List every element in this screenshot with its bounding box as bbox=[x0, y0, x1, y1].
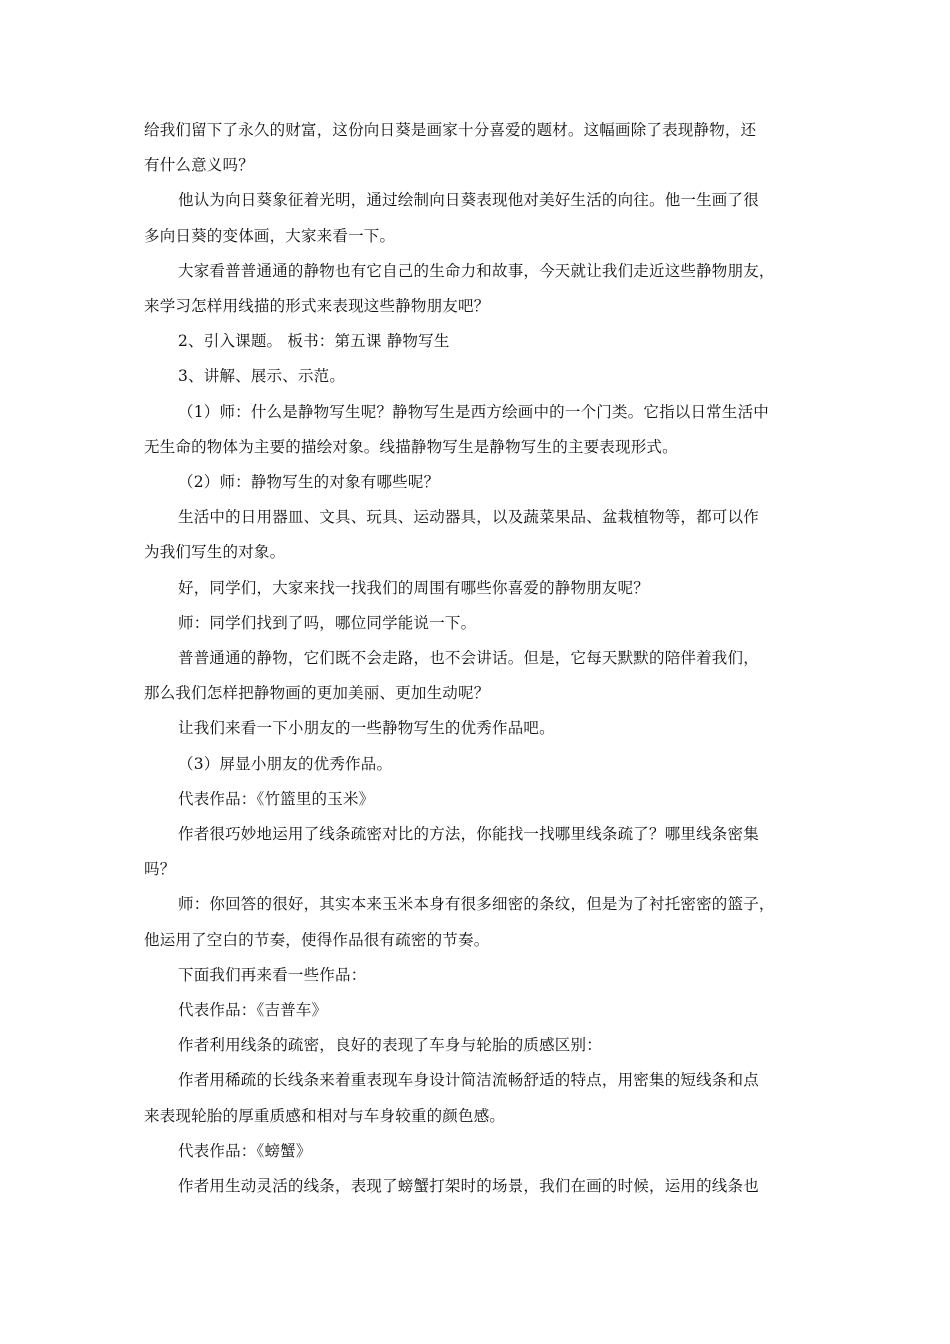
text-line: 作者用稀疏的长线条来着重表现车身设计简洁流畅舒适的特点，用密集的短线条和点 bbox=[178, 1071, 759, 1090]
text-line: 给我们留下了永久的财富，这份向日葵是画家十分喜爱的题材。这幅画除了表现静物，还 bbox=[144, 121, 757, 139]
text-line: 他认为向日葵象征着光明，通过绘制向日葵表现他对美好生活的向往。他一生画了很 bbox=[178, 191, 759, 210]
text-line: 他运用了空白的节奏，使得作品很有疏密的节奏。 bbox=[144, 930, 490, 949]
section-heading: 2、引入课题。 板书：第五课 静物写生 bbox=[178, 332, 450, 351]
section-heading: 3、讲解、展示、示范。 bbox=[178, 367, 346, 386]
text-line: 为我们写生的对象。 bbox=[144, 543, 286, 562]
text-line: 好，同学们，大家来找一找我们的周围有哪些你喜爱的静物朋友呢？ bbox=[178, 578, 650, 597]
text-line: 师：你回答的很好，其实本来玉米本身有很多细密的条纹，但是为了衬托密密的篮子， bbox=[178, 895, 775, 914]
text-line: （3）屏显小朋友的优秀作品。 bbox=[178, 754, 393, 773]
text-line: 让我们来看一下小朋友的一些静物写生的优秀作品吧。 bbox=[178, 719, 555, 738]
artwork-title: 代表作品：《吉普车》 bbox=[178, 1001, 328, 1020]
text-line: 作者很巧妙地运用了线条疏密对比的方法，你能找一找哪里线条疏了？哪里线条密集 bbox=[178, 825, 759, 844]
text-line: 有什么意义吗？ bbox=[144, 156, 254, 175]
text-line: 作者利用线条的疏密，良好的表现了车身与轮胎的质感区别： bbox=[178, 1036, 602, 1055]
text-line: 下面我们再来看一些作品： bbox=[178, 965, 367, 984]
text-line: 师：同学们找到了吗，哪位同学能说一下。 bbox=[178, 613, 477, 632]
text-line: 大家看普普通通的静物也有它自己的生命力和故事，今天就让我们走近这些静物朋友， bbox=[178, 261, 775, 280]
text-line: 吗？ bbox=[144, 860, 176, 879]
artwork-title: 代表作品：《螃蟹》 bbox=[178, 1141, 312, 1160]
document-body bbox=[144, 113, 804, 1204]
text-line: 无生命的物体为主要的描绘对象。线描静物写生是静物写生的主要表现形式。 bbox=[144, 437, 678, 456]
text-line: 作者用生动灵活的线条，表现了螃蟹打架时的场景，我们在画的时候，运用的线条也 bbox=[178, 1177, 759, 1196]
text-line: （2）师：静物写生的对象有哪些呢？ bbox=[178, 473, 440, 492]
text-line: 生活中的日用器皿、文具、玩具、运动器具，以及蔬菜果品、盆栽植物等，都可以作 bbox=[178, 508, 759, 527]
text-line: （1）师：什么是静物写生呢？静物写生是西方绘画中的一个门类。它指以日常生活中 bbox=[178, 402, 769, 421]
text-line: 普普通通的静物，它们既不会走路，也不会讲话。但是，它每天默默的陪伴着我们， bbox=[178, 649, 759, 668]
artwork-title: 代表作品：《竹篮里的玉米》 bbox=[178, 789, 375, 808]
text-line: 来表现轮胎的厚重质感和相对与车身较重的颜色感。 bbox=[144, 1106, 506, 1125]
text-line: 来学习怎样用线描的形式来表现这些静物朋友吧？ bbox=[144, 297, 490, 316]
text-line: 那么我们怎样把静物画的更加美丽、更加生动呢？ bbox=[144, 684, 490, 703]
text-line: 多向日葵的变体画，大家来看一下。 bbox=[144, 226, 396, 245]
